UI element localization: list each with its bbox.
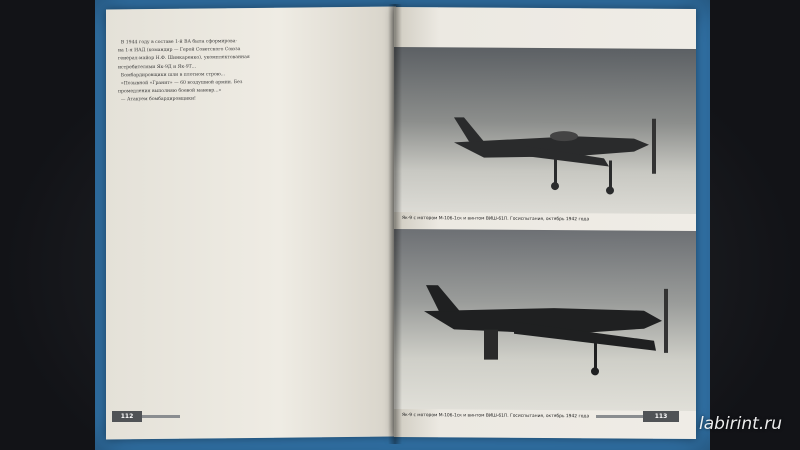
page-number-right: 113: [643, 411, 679, 422]
book-gutter: [388, 4, 402, 444]
left-page-text: В 1944 году в составе 1-й ВА была сформирова- на 1-я ИАД (командир — Герой Советского Союза генерал-майор Н.Ф. Шинкаренко), укомплектованная истребителями Як-9Д и Як-9Т... Бомбардировщики шли в плотном строю... «Позывной «Гранит» — 60 воздушной армии. Без промедления выполняю боевой маневр...» — Атакуем бомбардировщики!: [118, 39, 250, 103]
watermark-text: labirint.ru: [699, 414, 782, 434]
aircraft-photo-2: [394, 229, 696, 411]
page-tab-bar-right: [596, 415, 643, 418]
left-page: [106, 6, 396, 439]
page-number-left: 112: [112, 411, 142, 422]
photo-caption-2: Як-9 с мотором М-106-1ск и винтом ВИШ-61П. Госиспытания, октябрь 1942 года: [402, 413, 590, 420]
aircraft-photo-1: [394, 47, 696, 214]
right-page: [394, 7, 696, 439]
photo-caption-1: Як-9 с мотором М-106-1ск и винтом ВИШ-61П. Госиспытания, октябрь 1942 года: [402, 216, 590, 223]
page-tab-bar-left: [140, 415, 180, 418]
